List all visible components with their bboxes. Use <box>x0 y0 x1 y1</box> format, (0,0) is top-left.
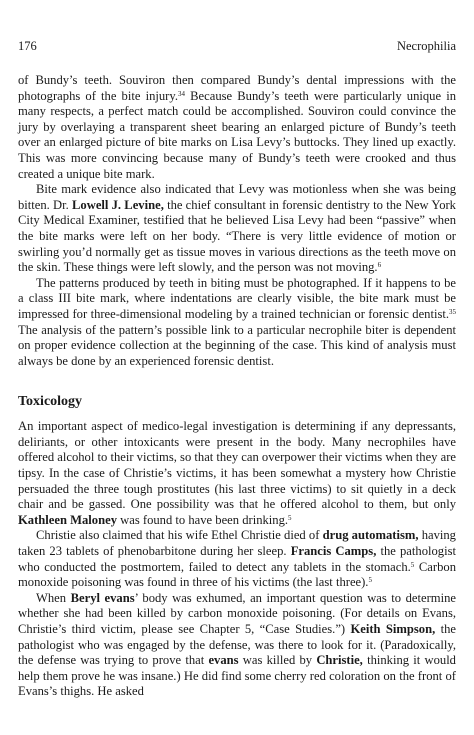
page-number: 176 <box>18 39 37 53</box>
paragraph <box>18 591 456 700</box>
bold-term: evans <box>208 653 239 668</box>
paragraph <box>18 276 456 370</box>
running-header <box>18 38 456 54</box>
text-run: having taken 23 tablets of phenobarbitone during her sleep. <box>18 528 456 559</box>
paragraph <box>18 73 456 182</box>
text-run: Carbon monoxide poisoning was found in three of his victims (the last three). <box>18 559 456 590</box>
bold-term: Beryl evans <box>70 590 135 605</box>
text-run: was found to have been drinking. <box>117 512 289 527</box>
text-run: the pathologist who was engaged by the defense, was there to look for it. (Paradoxically, the defense was trying to prove that <box>18 622 456 668</box>
text-run: The analysis of the pattern’s possible link to a particular necrophile biter is dependent on proper evidence collection at the beginning of the case. This kind of analysis must always be done by an experienced forensic dentist. <box>18 322 456 368</box>
footnote-ref: 34 <box>178 89 186 98</box>
section-heading: Toxicology <box>18 394 83 410</box>
footnote-ref: 5 <box>410 560 415 569</box>
text-run: Because Bundy’s teeth were particularly unique in many respects, a perfect match could be accomplished. Souviron could convince the jury by overlaying a transparent sheet bearing an enlarged picture of Bundy’s teeth over an enlarged picture of bite marks on Lisa Levy’s buttocks. They lined up exactly. This was more convincing because many of Bundy’s teeth were crooked and thus created a unique bite mark. <box>18 88 457 181</box>
running-title: Necrophilia <box>396 39 456 53</box>
bold-term: Kathleen Maloney <box>18 512 117 527</box>
footnote-ref: 5 <box>288 513 292 522</box>
text-run: When <box>36 590 71 605</box>
paragraph <box>18 419 456 528</box>
footnote-ref: 5 <box>368 576 372 585</box>
bold-term: Lowell J. Levine, <box>72 197 164 212</box>
paragraph <box>18 528 456 590</box>
text-run: Bite mark evidence also indicated that Levy was motionless when she was being bitten. Dr. <box>18 182 456 212</box>
bold-term: Christie, <box>316 653 363 668</box>
text-run: ’ body was exhumed, an important question was to determine whether she had been killed by carbon monoxide poisoning. (For details on Evans, Christie’s third victim, please see Chapter 5, “Case Studies.”) <box>18 590 456 636</box>
text-run: An important aspect of medico-legal investigation is determining if any depressants, deliriants, or other intoxicants were present in the body. Many necrophiles have offered alcohol to their victims, so that they can overpower their victims when they are tipsy. In the case of Christie’s victims, it has been somewhat a mystery how Christie persuaded the three tough prostitutes (his last three victims) to sit quietly in a deck chair and be gassed. One possibility was that he offered alcohol to them, but only <box>18 419 456 512</box>
text-run: the chief consultant in forensic dentistry to the New York City Medical Examiner, testified that he believed Lisa Levy had been “passive” when the bite marks were left on her body. “There is very little evidence of motion or swirling you’d normally get as tissue moves in various directions as the teeth move on the skin. These things were left slowly, and the person was not moving. <box>18 197 456 275</box>
text-run: thinking it would help them prove he was insane.) He did find some cherry red coloration on the front of Evans’s thighs. He asked <box>18 653 456 699</box>
footnote-ref: 6 <box>377 261 382 270</box>
text-run: the pathologist who conducted the postmortem, failed to detect any tablets in the stomach. <box>18 544 456 574</box>
footnote-ref: 35 <box>449 307 456 316</box>
bold-term: drug automatism, <box>322 528 419 543</box>
text-run: of Bundy’s teeth. Souviron then compared Bundy’s dental impressions with the photographs of the bite injury. <box>18 73 456 103</box>
text-run: The patterns produced by teeth in biting must be photographed. If it happens to be a class III bite mark, where indentations are clearly visible, the bite mark must be impressed for three-dimensional modeling by a trained technician or forensic dentist. <box>18 275 456 321</box>
bold-term: Francis Camps, <box>290 544 377 559</box>
body-text <box>18 73 456 700</box>
paragraph <box>18 182 456 276</box>
bold-term: Keith Simpson, <box>350 622 436 636</box>
text-run: was killed by <box>238 653 317 668</box>
text-run: Christie also claimed that his wife Ethel Christie died of <box>36 528 323 543</box>
